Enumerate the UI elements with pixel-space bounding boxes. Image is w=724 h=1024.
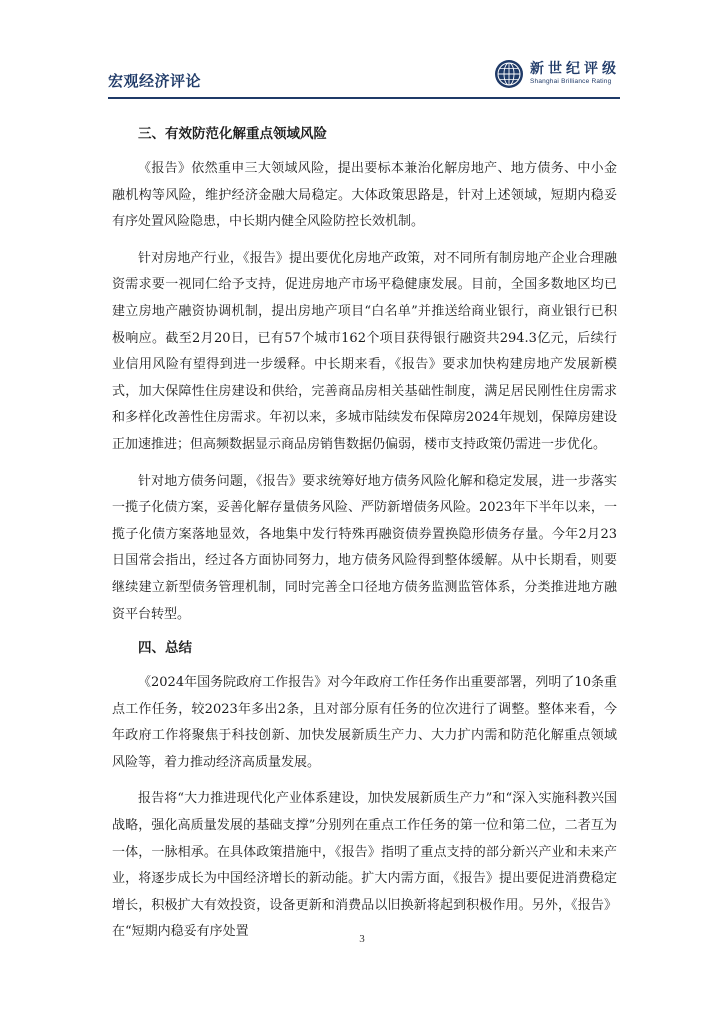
paragraph: 针对地方债务问题，《报告》要求统筹好地方债务风险化解和稳定发展，进一步落实一揽子化债方案，妥善化解存量债务风险、严防新增债务风险。2023年下半年以来，一揽子化债方案落地显效，各地集中发行特殊再融资债券置换隐形债务存量。今年2月23日国常会指出，经过各方面协同努力，地方债务风险得到整体缓解。从中长期看，则要继续建立新型债务管理机制，同时完善全口径地方债务监测监管体系，分类推进地方融资平台转型。 bbox=[112, 473, 617, 622]
logo-chinese-name: 新世纪评级 bbox=[530, 61, 620, 78]
paragraph: 《2024年国务院政府工作报告》对今年政府工作任务作出重要部署，列明了10条重点工作任务，较2023年多出2条，且对部分原有任务的位次进行了调整。整体来看，今年政府工作将聚焦于科技创新、加快发展新质生产力、大力扩内需和防范化解重点领域风险等，着力推动经济高质量发展。 bbox=[112, 675, 617, 770]
company-logo bbox=[494, 56, 620, 92]
paragraph: 报告将“大力推进现代化产业体系建设，加快发展新质生产力”和“深入实施科教兴国战略，强化高质量发展的基础支撑”分别列在重点工作任务的第一位和第二位，二者互为一体，一脉相承。在具体政策措施中，《报告》指明了重点支持的部分新兴产业和未来产业，将逐步成长为中国经济增长的新动能。扩大内需方面，《报告》提出要促进消费稳定增长，积极扩大有效投资，设备更新和消费品以旧换新将起到积极作用。另外，《报告》在“短期内稳妥有序处置 bbox=[112, 791, 617, 940]
header-divider bbox=[108, 97, 620, 99]
document-body bbox=[112, 124, 617, 956]
globe-emblem-icon bbox=[494, 59, 524, 89]
report-series-title: 宏观经济评论 bbox=[108, 72, 202, 90]
paragraph: 《报告》依然重申三大领域风险，提出要标本兼治化解房地产、地方债务、中小金融机构等风险，维护经济金融大局稳定。大体政策思路是，针对上述领域，短期内稳妥有序处置风险隐患，中长期内健全风险防控长效机制。 bbox=[112, 161, 617, 230]
page-header bbox=[108, 56, 620, 96]
section-heading-4: 四、总结 bbox=[138, 640, 192, 657]
page-number: 3 bbox=[359, 933, 365, 945]
section-heading-3: 三、有效防范化解重点领域风险 bbox=[138, 126, 327, 142]
paragraph: 针对房地产行业，《报告》提出要优化房地产政策，对不同所有制房地产企业合理融资需求要一视同仁给予支持，促进房地产市场平稳健康发展。目前，全国多数地区均已建立房地产融资协调机制，提出房地产项目“白名单”并推送给商业银行，商业银行已积极响应。截至2月20日，已有57个城市162个项目获得银行融资共294.3亿元，后续行业信用风险有望得到进一步缓释。中长期来看，《报告》要求加快构建房地产发展新模式，加大保障性住房建设和供给，完善商品房相关基础性制度，满足居民刚性住房需求和多样化改善性住房需求。年初以来，多城市陆续发布保障房2024年规划，保障房建设正加速推进；但高频数据显示商品房销售数据仍偏弱，楼市支持政策仍需进一步优化。 bbox=[112, 250, 617, 452]
logo-english-name: Shanghai Brilliance Rating bbox=[530, 78, 612, 86]
